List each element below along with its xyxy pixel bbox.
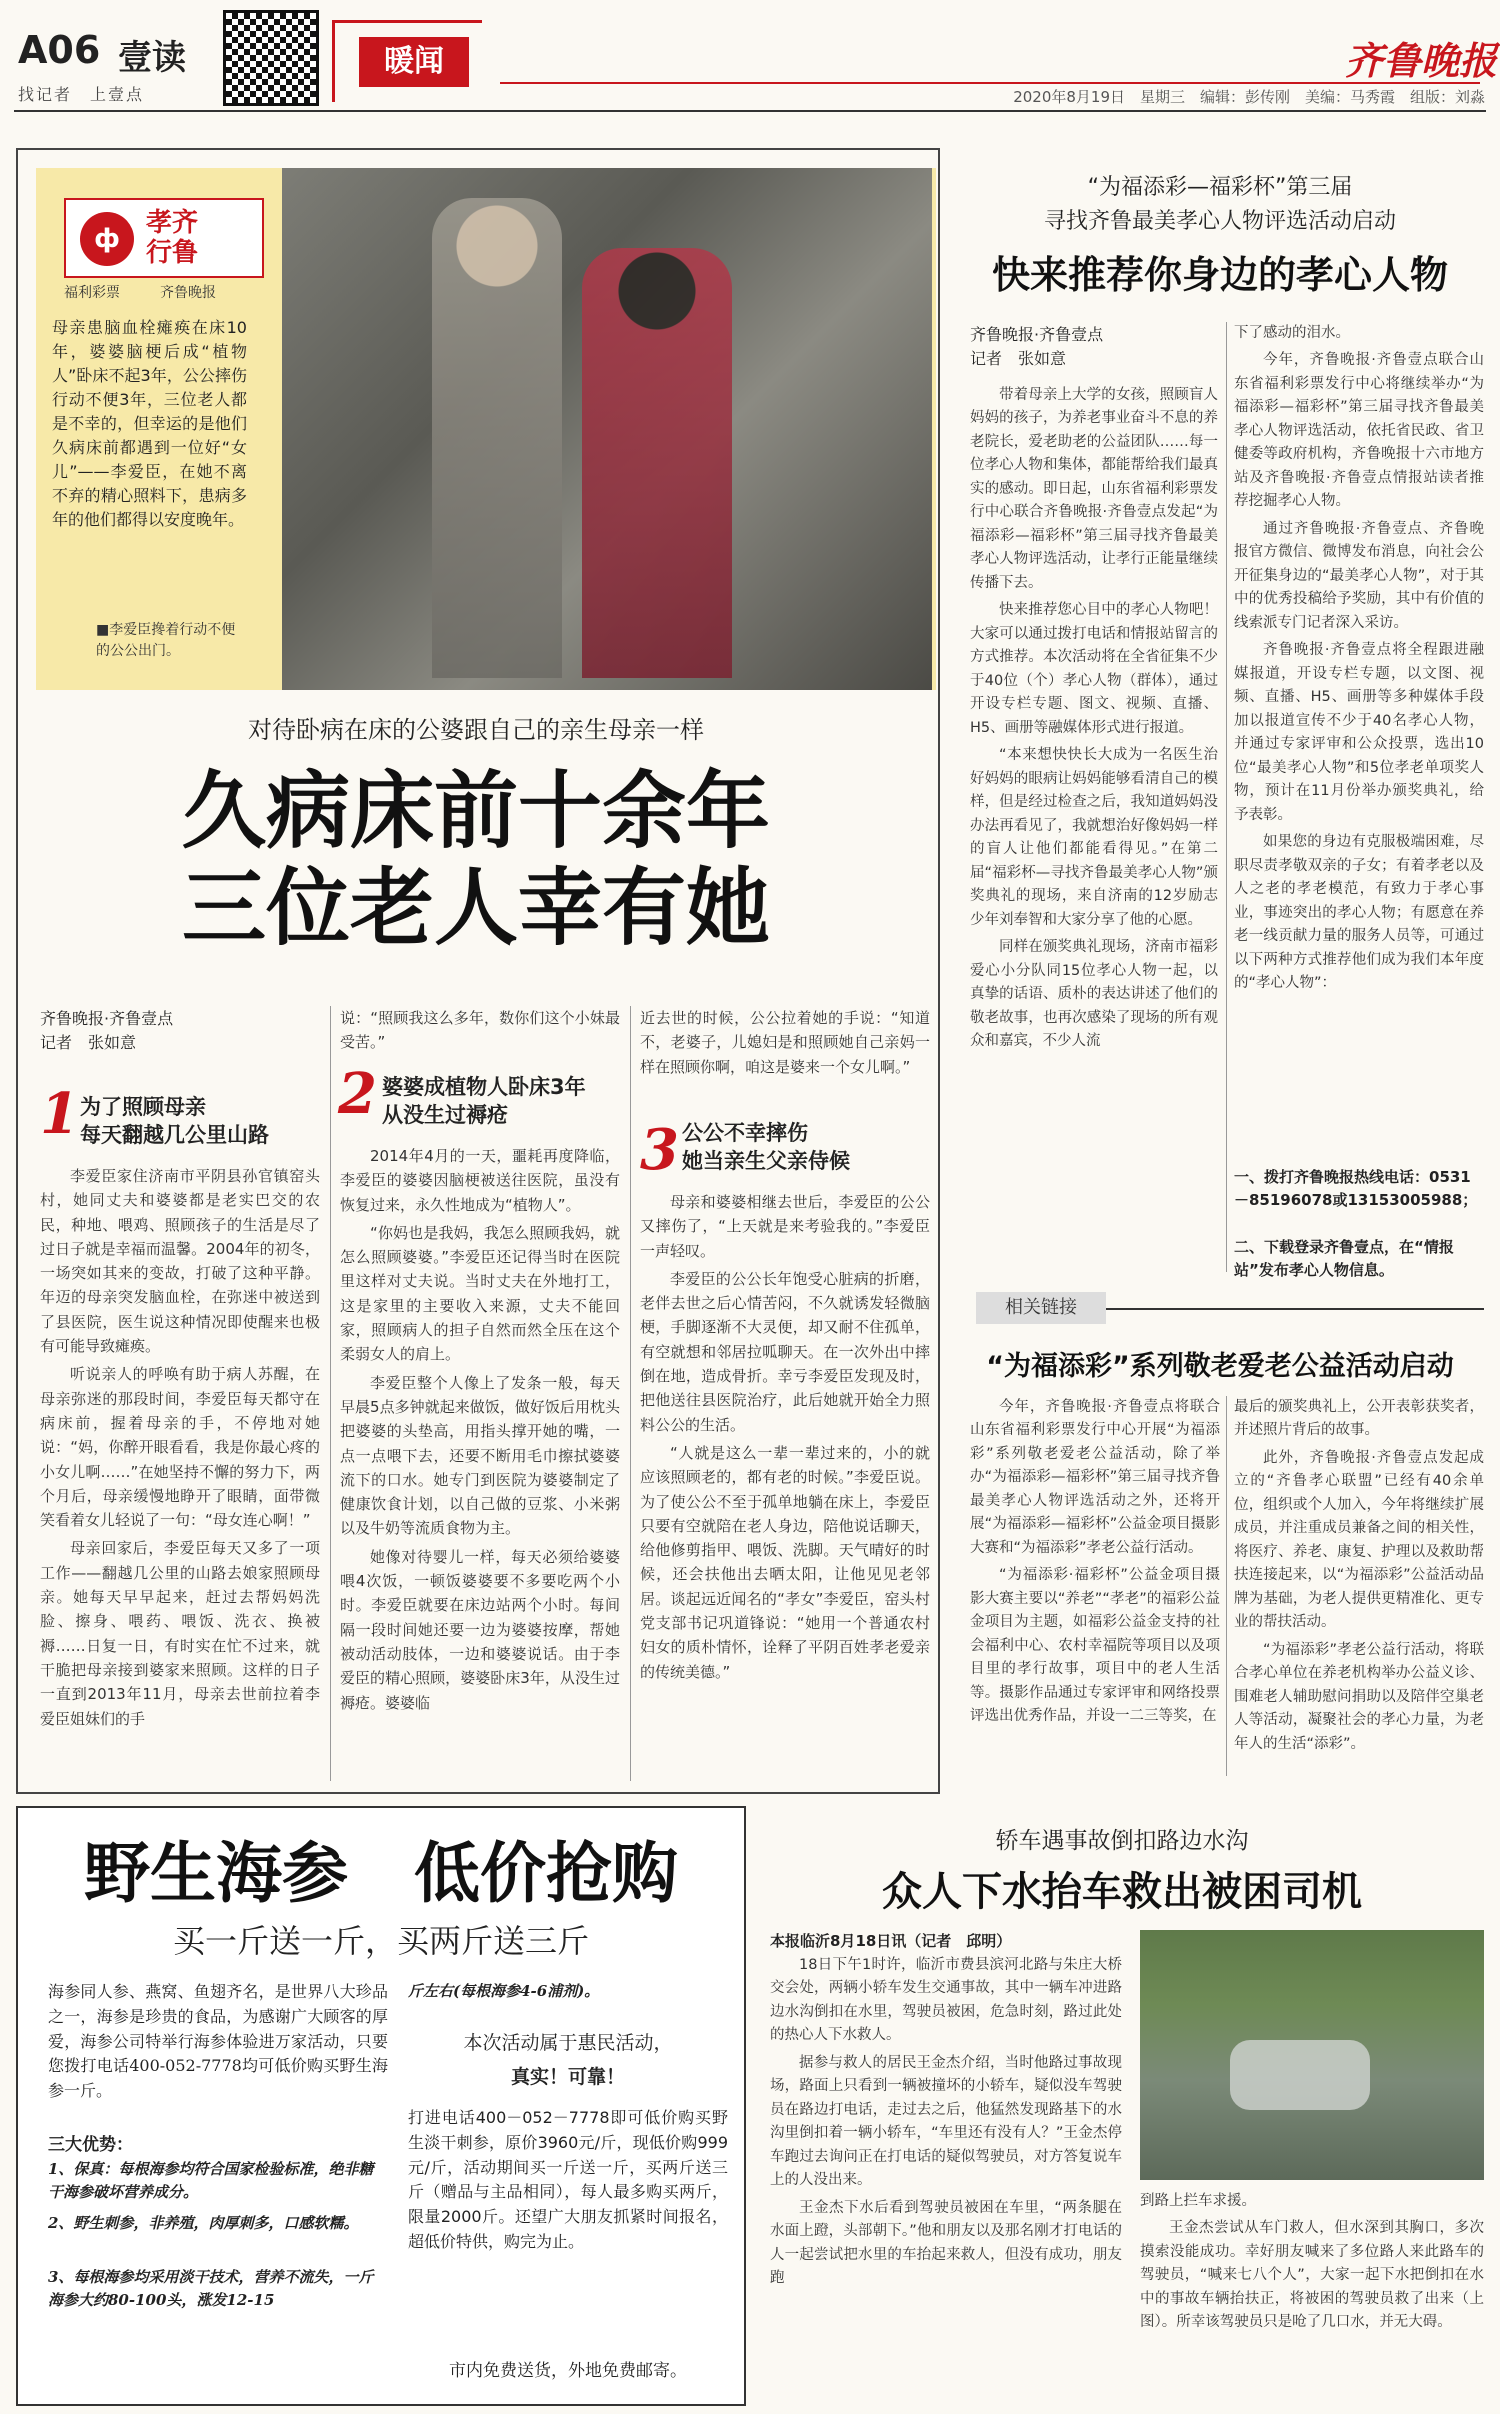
section-1-title-2: 每天翻越几公里山路 — [80, 1123, 269, 1147]
ad-advantages-title: 三大优势： — [48, 2135, 133, 2155]
paragraph: 母亲和婆婆相继去世后，李爱臣的公公又摔伤了，“上天就是来考验我的。”李爱臣一声轻叹。 — [640, 1193, 930, 1260]
newspaper-logo: 齐鲁晚报 — [1345, 38, 1498, 83]
right-kicker-2: 寻找齐鲁最美孝心人物评选活动启动 — [1043, 209, 1396, 234]
paragraph: 李爱臣的公公长年饱受心脏病的折磨，老伴去世之后心情苦闷，不久就诱发轻微脑梗，手脚逐渐不大灵便，却又耐不住孤单，有空就想和邻居拉呱聊天。在一次外出中摔倒在地，造成骨折。幸亏李爱臣发现及时，把他送往县医院治疗，此后她就开始全力照料公公的生活。 — [640, 1269, 930, 1434]
section-2-title-1: 婆婆成植物人卧床3年 — [382, 1075, 586, 1099]
photo-overturned-car — [1230, 2040, 1370, 2110]
photo-caption: ■李爱臣搀着行动不便的公公出门。 — [96, 622, 236, 659]
elderly-photo — [282, 168, 932, 690]
paragraph: “本来想快快长大成为一名医生治好妈妈的眼病让妈妈能够看清自己的模样，但是经过检查之后，我知道妈妈没办法再看见了，我就想治好像妈妈一样的盲人让他们都能看得见。”在第二届“福彩杯—寻找齐鲁最美孝心人物”颁奖典礼的现场，来自济南的12岁励志少年刘奉智和大家分享了他的心愿。 — [970, 747, 1218, 928]
paragraph: 今年，齐鲁晚报·齐鲁壹点联合山东省福利彩票发行中心将继续举办“为福添彩—福彩杯”第三届寻找齐鲁最美孝心人物评选活动，依托省民政、省卫健委等政府机构，齐鲁晚报十六市地方站及齐鲁晚报·齐鲁壹点情报站读者推荐挖掘孝心人物。 — [1234, 352, 1484, 510]
page-number: A06 — [18, 28, 101, 72]
paragraph: “为福添彩”孝老公益行活动，将联合孝心单位在养老机构举办公益义诊、围难老人辅助慰问捐助以及陪伴空巢老人等活动，凝聚社会的孝心力量，为老年人的生活“添彩”。 — [1234, 1641, 1484, 1752]
car-column-2 — [1140, 2190, 1484, 2402]
section-1-number: 1 — [40, 1081, 79, 1147]
section-3-number: 3 — [640, 1117, 679, 1183]
badge-title: 孝齐行鲁 — [146, 208, 199, 268]
ad-advantage-1: 1、保真：每根海参均符合国家检验标准，绝非糖干海参破坏营养成分。 — [48, 2160, 374, 2202]
paragraph: “人就是这么一辈一辈过来的，小的就应该照顾老的，都有老的时候。”李爱臣说。为了使公公不至于孤单地躺在床上，李爱臣只要有空就陪在老人身边，陪他说话聊天，给他修剪指甲、喂饭、洗脚。天气晴好的时候，还会扶他出去晒太阳，让他见见老邻居。谈起远近闻名的“孝女”李爱臣，窑头村党支部书记巩道锋说：“她用一个普通农村妇女的质朴情怀，诠释了平阴百姓孝老爱亲的传统美德。” — [640, 1443, 930, 1681]
column-divider — [1226, 322, 1227, 1272]
paragraph: 18日下午1时许，临沂市费县滨河北路与朱庄大桥交会处，两辆小轿车发生交通事故，其中一辆车冲进路边水沟倒扣在水里，驾驶员被困，危急时刻，路过此处的热心人下水救人。 — [770, 1957, 1122, 2044]
paragraph: 听说亲人的呼唤有助于病人苏醒，在母亲弥迷的那段时间，李爱臣每天都守在病床前，握着母亲的手，不停地对她说：“妈，你醉开眼看看，我是你最心疼的小女儿啊……”在她坚持不懈的努力下，两个月后，母亲缓慢地睁开了眼睛，面带微笑看着女儿轻说了一句：“母女连心啊！” — [40, 1365, 320, 1530]
paragraph: 同样在颁奖典礼现场，济南市福彩爱心小分队同15位孝心人物一起，以真挚的话语、质朴的表达讲述了他们的敬老故事，也再次感染了现场的所有观众和嘉宾，不少人流 — [970, 939, 1218, 1050]
paragraph: 李爱臣整个人像上了发条一般，每天早晨5点多钟就起来做饭，做好饭后用枕头把婆婆的头垫高，用指头撑开她的嘴，一点一点喂下去，还要不断用毛巾擦拭婆婆流下的口水。她专门到医院为婆婆制定了健康饮食计划，以自己做的豆浆、小米粥以及牛奶等流质食物为主。 — [340, 1373, 620, 1538]
ad-headline: 野生海参 低价抢购 — [84, 1835, 678, 1912]
car-dateline: 本报临沂8月18日讯（记者 邱明） — [770, 1932, 1012, 1950]
top-rule — [14, 110, 1486, 112]
car-title: 众人下水抬车救出被困司机 — [882, 1869, 1362, 1915]
related-link-label: 相关链接 — [976, 1292, 1106, 1324]
right-column-a — [970, 384, 1218, 1284]
main-column-3-top — [640, 1006, 930, 1116]
page-header — [0, 0, 1500, 110]
paragraph: 带着母亲上大学的女孩，照顾盲人妈妈的孩子，为养老事业奋斗不息的养老院长，爱老助老的公益团队……每一位孝心人物和集体，都能帮给我们最真实的感动。即日起，山东省福利彩票发行中心联合齐鲁晚报·齐鲁壹点发起“为福添彩—福彩杯”第三届寻找齐鲁最美孝心人物评选活动，让孝行正能量继续传播下去。 — [970, 387, 1218, 591]
qr-code-icon[interactable] — [223, 10, 319, 106]
paragraph: 最后的颁奖典礼上，公开表彰获奖者，并述照片背后的故事。 — [1234, 1399, 1484, 1439]
paragraph: 此外，齐鲁晚报·齐鲁壹点发起成立的“齐鲁孝心联盟”已经有40余单位，组织或个人加入，今年将继续扩展成员，并注重成员兼备之间的相关性，将医疗、养老、康复、护理以及救助帮扶连接起来，以“为福添彩”公益活动品牌为基础，为老人提供更精准化、更专业的帮扶活动。 — [1234, 1449, 1484, 1631]
section-2-number: 2 — [338, 1061, 377, 1127]
header-rule — [500, 82, 1480, 84]
tip-app: 二、下载登录齐鲁壹点，在“情报站”发布孝心人物信息。 — [1234, 1238, 1454, 1279]
paragraph: 据参与救人的居民王金杰介绍，当时他路过事故现场，路面上只看到一辆被撞坏的小轿车，疑似没车驾驶员在路边打电话，走过去之后，他猛然发现路基下的水沟里倒扣着一辆小轿车，“车里还有没有人？”王金杰停车跑过去询问正在打电话的疑似驾驶员，对方答复说车上的人没出来。 — [770, 2054, 1122, 2189]
lottery-logo-icon: ф — [80, 212, 134, 266]
ad-right-top: 斤左右(每根海参4-6浦剂)。 — [408, 1982, 600, 2000]
intro-summary: 母亲患脑血栓瘫痪在床10年，婆婆脑梗后成“植物人”卧床不起3年，公公摔伤行动不便3年，三位老人都是不幸的，但幸运的是他们久病床前都遇到一位好“女儿”——李爱臣，在她不离不弃的精心照料下，患病多年的他们都得以安度晚年。 — [52, 318, 247, 529]
section-3-title-2: 她当亲生父亲侍候 — [682, 1149, 850, 1173]
paragraph: 到路上拦车求援。 — [1140, 2193, 1256, 2209]
header-meta: 2020年8月19日 星期三 编辑：彭传刚 美编：马秀霞 组版：刘淼 — [1013, 88, 1485, 106]
car-kicker: 轿车遇事故倒扣路边水沟 — [995, 1828, 1249, 1854]
related-column-b — [1234, 1396, 1484, 1778]
paragraph: “你妈也是我妈，我怎么照顾我妈，就怎么照顾婆婆。”李爱臣还记得当时在医院里这样对丈夫说。当时丈夫在外地打工，这是家里的主要收入来源，丈夫不能回家，照顾病人的担子自然而然全压在这个柔弱女人的肩上。 — [340, 1223, 620, 1364]
paragraph: 李爱臣家住济南市平阴县孙官镇窑头村，她同丈夫和婆婆都是老实巴交的农民，种地、喂鸡、照顾孩子的生活是尽了过日子就是幸福而温馨。2004年的初冬，一场突如其来的变故，打破了这种平静。年迈的母亲突发脑血栓，在弥迷中被送到了县医院，医生说这种情况即使醒来也极有可能导致瘫痪。 — [40, 1167, 320, 1356]
main-byline-2: 记者 张如意 — [40, 1033, 137, 1052]
related-rule — [1106, 1308, 1484, 1310]
paragraph: 通过齐鲁晚报·齐鲁壹点、齐鲁晚报官方微信、微博发布消息，向社会公开征集身边的“最美孝心人物”，对于其中的优秀投稿给予奖励，其中有价值的线索派专门记者深入采访。 — [1234, 520, 1484, 631]
paragraph: 近去世的时候，公公拉着她的手说：“知道不，老婆子，儿媳妇是和照顾她自己亲妈一样在照顾你啊，咱这是婆来一个女儿啊。” — [640, 1009, 930, 1076]
paragraph: 母亲回家后，李爱臣每天又多了一项工作——翻越几公里的山路去娘家照顾母亲。她每天早早起来，赶过去帮妈妈洗脸、擦身、喂药、喂饭、洗衣、换被褥……日复一日，有时实在忙不过来，就干脆把母亲接到婆家来照顾。这样的日子一直到2013年11月，母亲去世前拉着李爱臣姐妹们的手 — [40, 1539, 320, 1728]
main-column-3 — [640, 1190, 930, 1784]
header-slogan: 找记者 上壹点 — [18, 85, 145, 104]
rescue-photo — [1140, 1930, 1484, 2180]
photo-figure-man — [432, 198, 562, 678]
photo-figure-woman — [582, 248, 732, 678]
main-title-line-2: 三位老人幸有她 — [181, 859, 770, 957]
paragraph: 如果您的身边有克服极端困难，尽职尽责孝敬双亲的子女；有着孝老以及人之老的孝老模范，有致力于孝心事业，事迹突出的孝心人物；有愿意在养老一线贡献力量的服务人员等，可通过以下两种方式推荐他们成为我们本年度的“孝心人物”： — [1234, 834, 1484, 992]
section-name: 壹读 — [118, 38, 186, 78]
related-title: “为福添彩”系列敬老爱老公益活动启动 — [986, 1351, 1454, 1382]
paragraph: 她像对待婴儿一样，每天必须给婆婆喂4次饭，一顿饭婆婆要不多要吃两个小时。李爱臣就要在床边站两个小时。每间隔一段时间她还要一边为婆婆按摩，帮她被动活动肢体，一边和婆婆说话。由于李爱臣的精心照顾，婆婆卧床3年，从没生过褥疮。婆婆临 — [340, 1547, 620, 1712]
tip-hotline: 一、拨打齐鲁晚报热线电话：0531－85196078或13153005988； — [1234, 1168, 1478, 1209]
badge-sub-2: 齐鲁晚报 — [160, 285, 216, 301]
paragraph: 快来推荐您心目中的孝心人物吧！大家可以通过拨打电话和情报站留言的方式推荐。本次活动将在全省征集不少于40位（个）孝心人物（群体），通过开设专栏专题、图文、视频、直播、H5、画册等融媒体形式进行报道。 — [970, 602, 1218, 736]
ad-event-2: 真实！可靠！ — [510, 2066, 625, 2088]
column-divider — [1226, 1396, 1227, 1776]
section-2-title-2: 从没生过褥疮 — [382, 1103, 508, 1127]
paragraph: 下了感动的泪水。 — [1234, 325, 1350, 341]
main-title-line-1: 久病床前十余年 — [181, 762, 770, 860]
campaign-badge — [64, 198, 264, 278]
main-column-2 — [340, 1144, 620, 1784]
paragraph: “为福添彩·福彩杯”公益金项目摄影大赛主要以“养老”“孝老”的福彩公益金项目为主题，如福彩公益金支持的社会福利中心、农村幸福院等项目以及项目里的孝行故事，项目中的老人生活等。摄影作品通过专家评审和网络投票评选出优秀作品，并设一二三等奖，在 — [970, 1567, 1220, 1725]
paragraph: 王金杰尝试从车门救人，但水深到其胸口，多次摸索没能成功。幸好朋友喊来了多位路人来此路车的驾驶员，“喊来七八个人”，大家一起下水把倒扣在水中的事故车辆抬扶正，将被困的驾驶员救了出来（上图）。所幸该驾驶员只是呛了几口水，并无大碍。 — [1140, 2220, 1484, 2331]
column-divider — [330, 1006, 331, 1781]
column-divider — [630, 1006, 631, 1781]
ad-subheadline: 买一斤送一斤，买两斤送三斤 — [172, 1922, 589, 1960]
ad-event: 本次活动属于惠民活动， — [463, 2032, 673, 2054]
right-title: 快来推荐你身边的孝心人物 — [991, 253, 1448, 297]
paragraph: 王金杰下水后看到驾驶员被困在车里，“两条腿在水面上蹬，头部朝下。”他和朋友以及那名刚才打电话的人一起尝试把水里的车抬起来救人，但没有成功，朋友跑 — [770, 2199, 1122, 2287]
main-column-2-top — [340, 1006, 620, 1070]
section-tag — [332, 20, 482, 102]
ad-call-to-action: 打进电话400－052－7778即可低价购买野生淡干刺参，原价3960元/斤，现低价购999元/斤，活动期间买一斤送一斤，买两斤送三斤（赠品与主品相同），每人最多购买两斤，限量2000斤。还望广大朋友抓紧时间报名，超低价特供，购完为止。 — [408, 2108, 728, 2251]
sea-cucumber-ad — [16, 1806, 746, 2406]
ad-advantage-3: 3、每根海参均采用淡干技术，营养不流失，一斤海参大约80-100头，涨发12-15 — [48, 2268, 374, 2310]
section-1-title-1: 为了照顾母亲 — [80, 1095, 206, 1119]
main-kicker: 对待卧病在床的公婆跟自己的亲生母亲一样 — [248, 716, 704, 744]
section-tag-label: 暖闻 — [359, 37, 469, 87]
paragraph: 今年，齐鲁晚报·齐鲁壹点将联合山东省福利彩票发行中心开展“为福添彩”系列敬老爱老公益活动，除了举办“为福添彩—福彩杯”第三届寻找齐鲁最美孝心人物评选活动之外，还将开展“为福添彩—福彩杯”公益金项目摄影大赛和“为福添彩”孝老公益行活动。 — [970, 1399, 1220, 1556]
ad-advantage-2: 2、野生刺参，非养殖，肉厚刺多，口感软糯。 — [48, 2214, 359, 2232]
badge-sub-1: 福利彩票 — [64, 285, 120, 301]
paragraph: 2014年4月的一天，噩耗再度降临，李爱臣的婆婆因脑梗被送往医院，虽没有恢复过来，永久性地成为“植物人”。 — [340, 1147, 620, 1214]
ad-intro: 海参同人参、燕窝、鱼翅齐名，是世界八大珍品之一，海参是珍贵的食品，为感谢广大顾客的厚爱，海参公司特举行海参体验进万家活动，只要您拨打电话400-052-7778均可低价购买野生海参一斤。 — [48, 1982, 388, 2101]
main-byline-1: 齐鲁晚报·齐鲁壹点 — [40, 1009, 174, 1028]
right-kicker-1: “为福添彩—福彩杯”第三届 — [1087, 175, 1353, 200]
paragraph: 说：“照顾我这么多年，数你们这个小妹最受苦。” — [340, 1009, 620, 1052]
right-column-b — [1234, 322, 1484, 1158]
ad-free-delivery: 市内免费送货，外地免费邮寄。 — [449, 2361, 687, 2381]
related-column-a — [970, 1396, 1220, 1778]
section-3-title-1: 公公不幸摔伤 — [682, 1121, 808, 1145]
main-column-1 — [40, 1164, 320, 1784]
right-byline-2: 记者 张如意 — [970, 349, 1067, 368]
paragraph: 齐鲁晚报·齐鲁壹点将全程跟进融媒报道，开设专栏专题，以文图、视频、直播、H5、画册等多种媒体手段加以报道宣传不少于40名孝心人物，并通过专家评审和公众投票，选出10位“最美孝心人物”和5位孝老单项奖人物，预计在11月份举办颁奖典礼，给予表彰。 — [1234, 642, 1484, 823]
right-byline-1: 齐鲁晚报·齐鲁壹点 — [970, 325, 1104, 344]
car-column-1 — [770, 1954, 1122, 2402]
